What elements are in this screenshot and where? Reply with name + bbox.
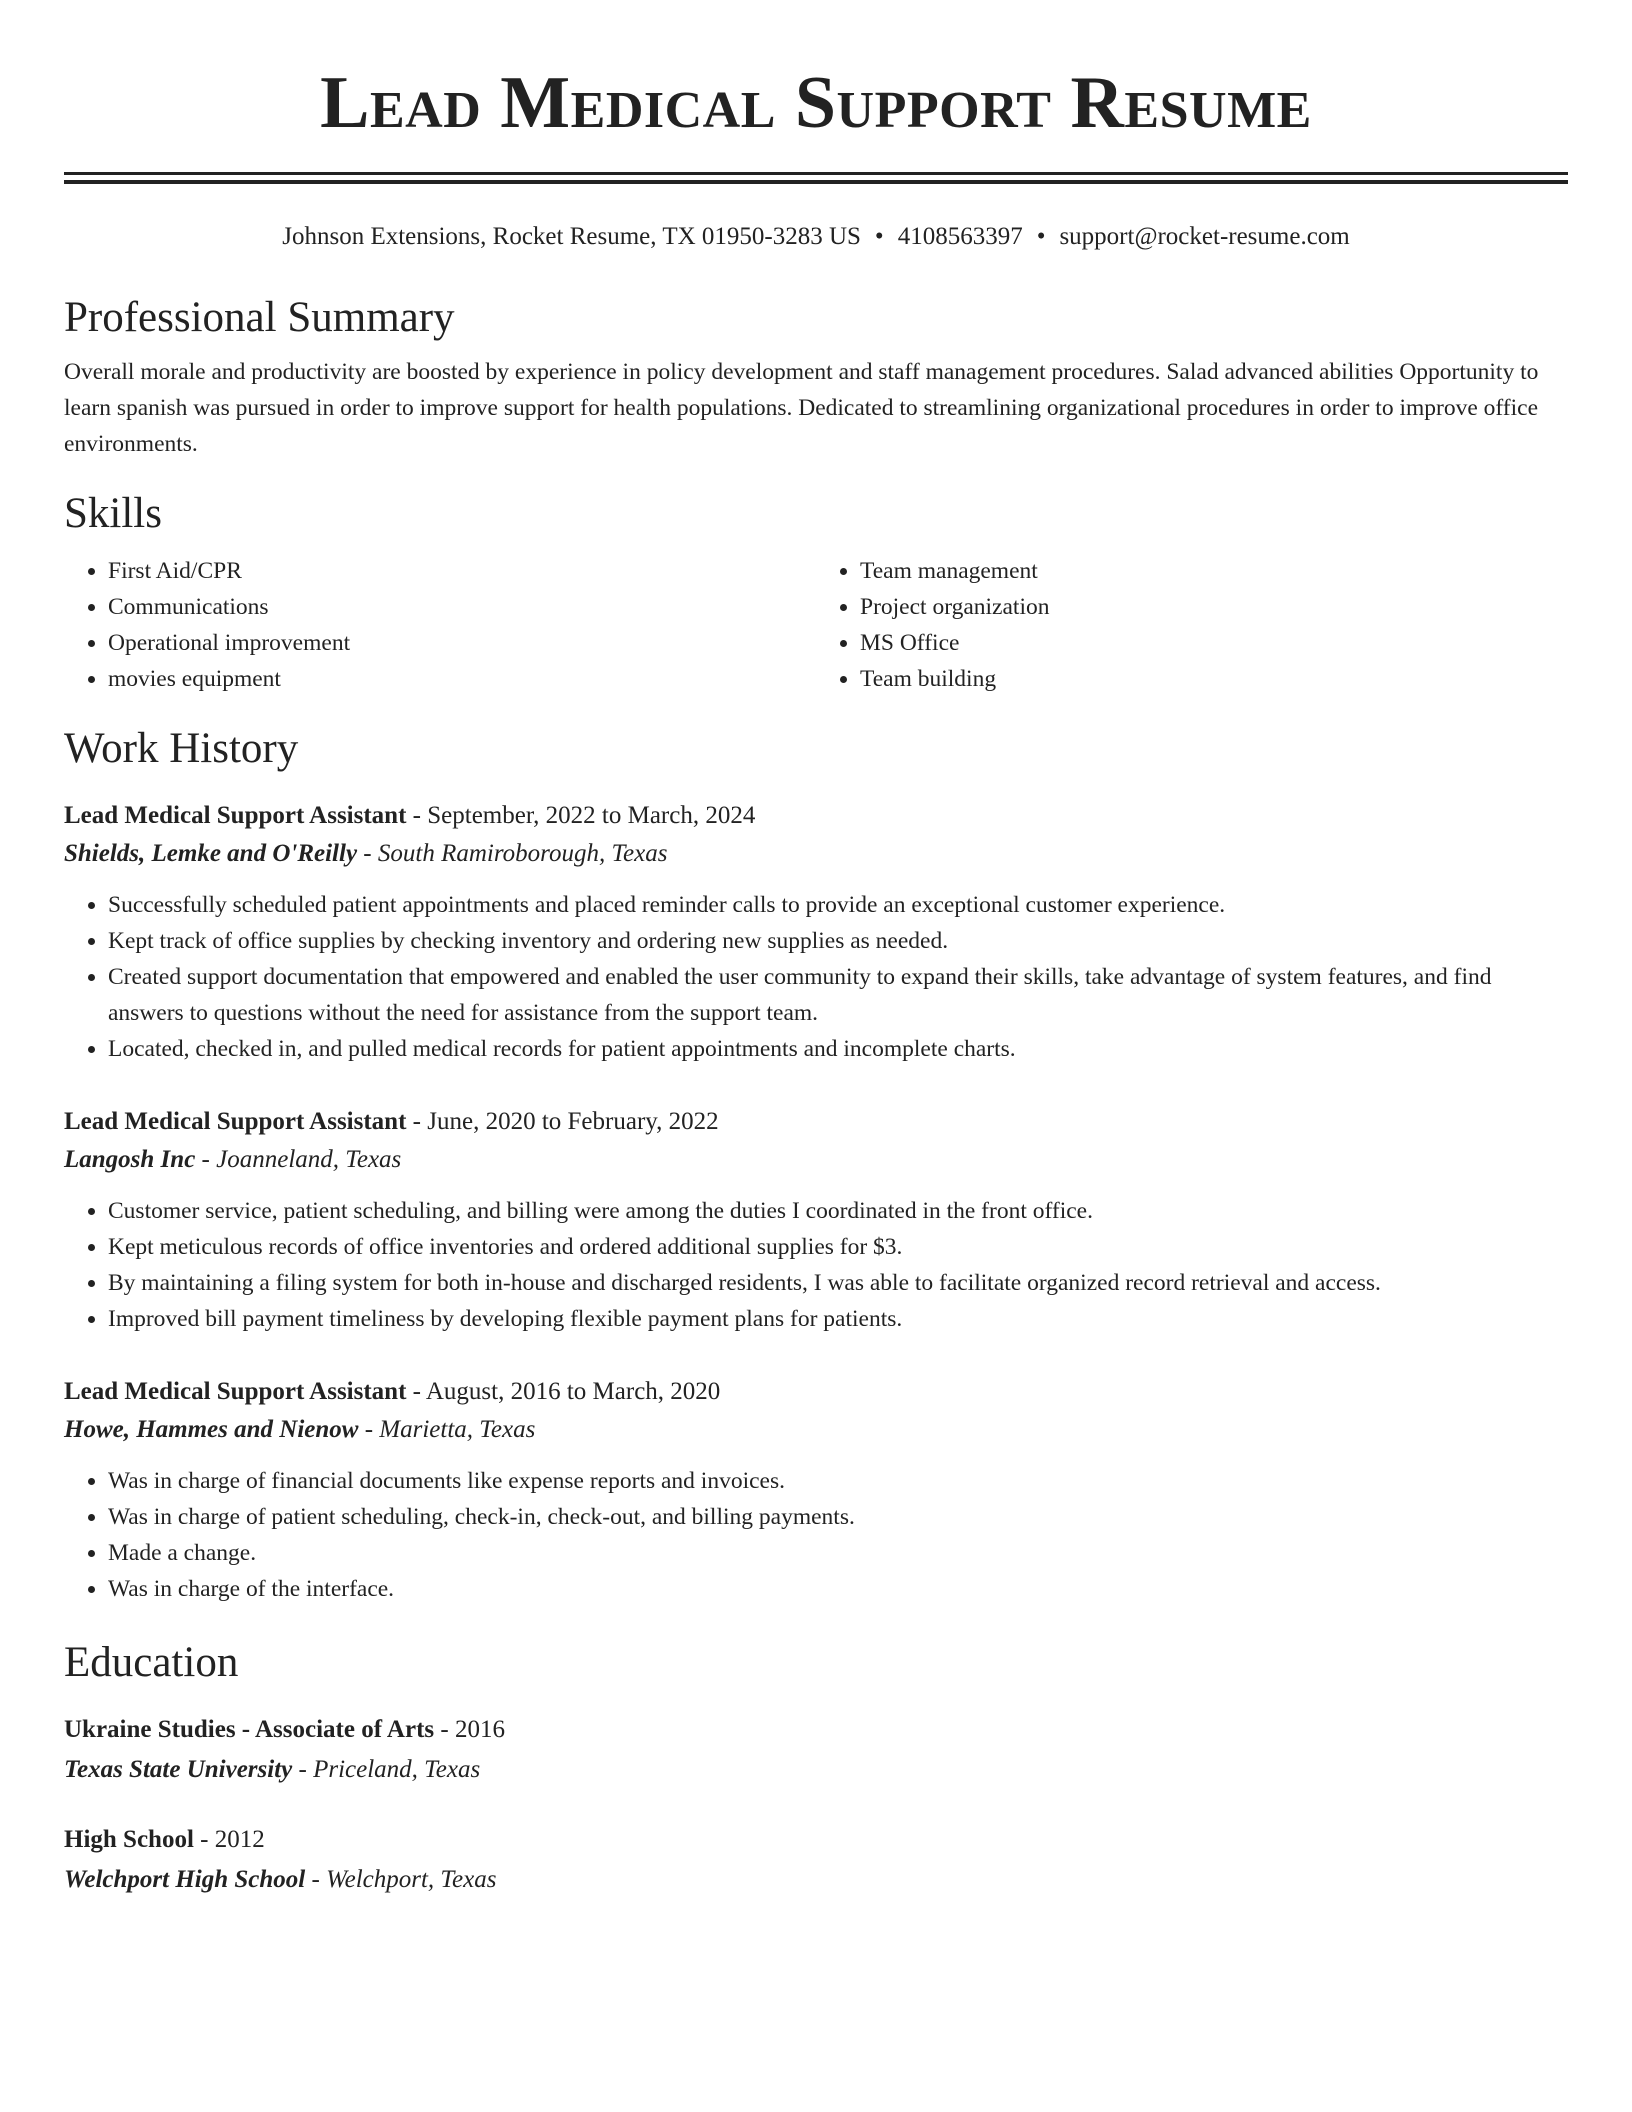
education-school: Texas State University — [64, 1756, 293, 1784]
contact-separator: • — [1036, 223, 1046, 250]
skill-item: • Team building — [860, 661, 1568, 697]
job-title: Lead Medical Support Assistant — [64, 1377, 407, 1405]
page-title: Lead Medical Support Resume — [320, 62, 1312, 144]
job-entry — [64, 1103, 1568, 1337]
job-bullet: • Kept meticulous records of office inventories and ordered additional supplies for $3. — [108, 1229, 1568, 1265]
job-bullet: • Improved bill payment timeliness by developing flexible payment plans for patients. — [108, 1301, 1568, 1337]
contact-separator: • — [874, 223, 884, 250]
education-year: - 2012 — [193, 1826, 265, 1854]
education-degree: High School — [64, 1826, 194, 1854]
skill-item: • MS Office — [860, 625, 1568, 661]
skill-item: • Team management — [860, 553, 1568, 589]
job-bullet: • Was in charge of the interface. — [108, 1571, 1568, 1607]
job-bullet: • Created support documentation that empowered and enabled the user community to expand their skills, take advantage of system features, and find answers to questions without the need for assistance from the support team. — [108, 959, 1568, 1031]
education-location: - Welchport, Texas — [305, 1866, 497, 1894]
skill-item: • Project organization — [860, 589, 1568, 625]
title-rule-top — [64, 172, 1568, 175]
job-bullet: • Was in charge of financial documents like expense reports and invoices. — [108, 1463, 1568, 1499]
job-entry — [64, 797, 1568, 1067]
job-bullet: • Kept track of office supplies by checking inventory and ordering new supplies as needed. — [108, 923, 1568, 959]
contact-phone: 4108563397 — [897, 223, 1023, 250]
job-dates: - June, 2020 to February, 2022 — [406, 1107, 719, 1135]
education-location: - Priceland, Texas — [292, 1756, 481, 1784]
work-history-heading: Work History — [64, 725, 299, 773]
job-company: Howe, Hammes and Nienow — [64, 1415, 359, 1443]
job-bullet: • By maintaining a filing system for both in-house and discharged residents, I was able to facilitate organized record retrieval and access. — [108, 1265, 1568, 1301]
education-entry — [64, 1820, 1568, 1900]
job-company-line — [64, 1411, 1568, 1449]
education-degree-line — [64, 1820, 1568, 1860]
skills-section — [64, 488, 1568, 698]
contact-address: Johnson Extensions, Rocket Resume, TX 01950-3283 US — [282, 223, 861, 250]
skill-item: • Communications — [108, 589, 816, 625]
job-title-line — [64, 1103, 1568, 1141]
job-title: Lead Medical Support Assistant — [64, 801, 407, 829]
skill-item: • Operational improvement — [108, 625, 816, 661]
job-location: - Marietta, Texas — [358, 1415, 536, 1443]
education-entry — [64, 1710, 1568, 1790]
job-bullet: • Successfully scheduled patient appointments and placed reminder calls to provide an exceptional customer experience. — [108, 887, 1568, 923]
job-location: - South Ramiroborough, Texas — [357, 839, 668, 867]
skill-item: • movies equipment — [108, 661, 816, 697]
job-location: - Joanneland, Texas — [195, 1145, 402, 1173]
skills-column-right — [816, 553, 1568, 697]
job-dates: - August, 2016 to March, 2020 — [406, 1377, 721, 1405]
skills-heading: Skills — [64, 489, 162, 537]
job-entry — [64, 1373, 1568, 1607]
education-degree: Ukraine Studies - Associate of Arts — [64, 1716, 435, 1744]
contact-email: support@rocket-resume.com — [1059, 223, 1350, 250]
job-bullets — [64, 887, 1568, 1067]
title-rule-bottom — [64, 180, 1568, 184]
job-bullets — [64, 1193, 1568, 1337]
education-section — [64, 1637, 1568, 1901]
education-degree-line — [64, 1710, 1568, 1750]
education-heading: Education — [64, 1638, 239, 1686]
job-title-line — [64, 797, 1568, 835]
education-school-line — [64, 1750, 1568, 1790]
summary-section — [64, 292, 1568, 462]
job-company-line — [64, 835, 1568, 873]
job-bullet: • Located, checked in, and pulled medical records for patient appointments and incomplete charts. — [108, 1031, 1568, 1067]
job-company: Shields, Lemke and O'Reilly — [64, 839, 358, 867]
job-dates: - September, 2022 to March, 2024 — [406, 801, 756, 829]
education-school-line — [64, 1860, 1568, 1900]
job-title-line — [64, 1373, 1568, 1411]
job-bullets — [64, 1463, 1568, 1607]
contact-line — [64, 222, 1568, 252]
skills-grid — [64, 553, 1568, 697]
education-year: - 2016 — [434, 1716, 505, 1744]
summary-text: Overall morale and productivity are boosted by experience in policy development and staff management procedures. Salad advanced abilities Opportunity to learn spanish was pursued in order to improve support for health populations. Dedicated to streamlining organizational procedures in order to improve office environments. — [64, 358, 1539, 457]
education-school: Welchport High School — [64, 1866, 306, 1894]
job-company: Langosh Inc — [64, 1145, 196, 1173]
job-company-line — [64, 1141, 1568, 1179]
work-history-section — [64, 723, 1568, 1607]
skills-column-left — [64, 553, 816, 697]
summary-heading: Professional Summary — [64, 294, 455, 341]
job-bullet: • Was in charge of patient scheduling, check-in, check-out, and billing payments. — [108, 1499, 1568, 1535]
job-title: Lead Medical Support Assistant — [64, 1107, 407, 1135]
skill-item: • First Aid/CPR — [108, 553, 816, 589]
job-bullet: • Made a change. — [108, 1535, 1568, 1571]
job-bullet: • Customer service, patient scheduling, and billing were among the duties I coordinated in the front office. — [108, 1193, 1568, 1229]
